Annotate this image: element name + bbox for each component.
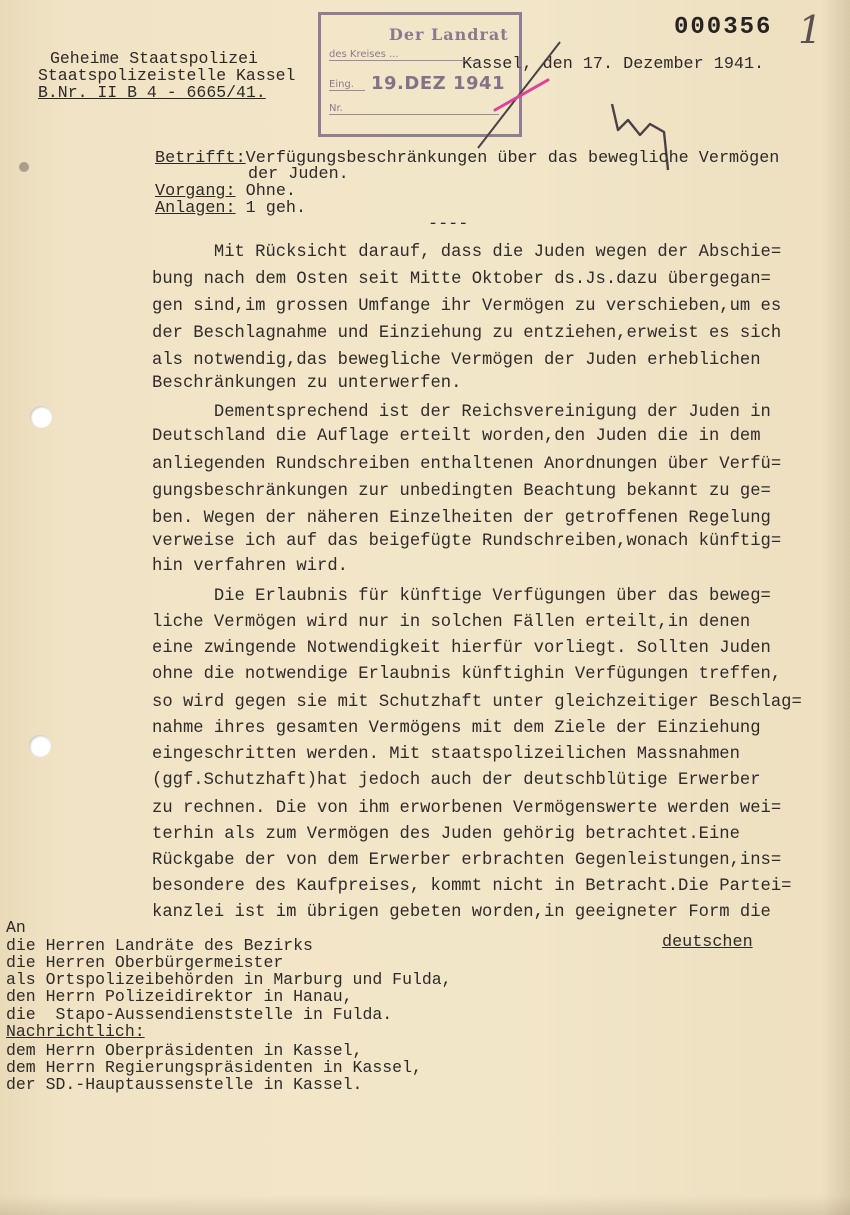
- stamp-date: 19.DEZ 1941: [371, 73, 506, 94]
- subject-text-2: der Juden.: [248, 165, 349, 184]
- body-line: nahme ihres gesamten Vermögens mit dem Ziele der Einziehung: [152, 719, 761, 738]
- body-line: Rückgabe der von dem Erwerber erbrachten Gegenleistungen,ins=: [152, 851, 782, 870]
- body-line: so wird gegen sie mit Schutzhaft unter gleichzeitiger Beschlag=: [152, 693, 802, 712]
- cc-line: der SD.-Hauptaussenstelle in Kassel.: [6, 1075, 363, 1094]
- sender-line-2: Staatspolizeistelle Kassel: [38, 66, 296, 85]
- body-line: (ggf.Schutzhaft)hat jedoch auch der deutschblütige Erwerber: [152, 771, 761, 790]
- place-date: Kassel, den 17. Dezember 1941.: [462, 55, 765, 74]
- reference-prefix: B.Nr. II B 4 -: [38, 83, 187, 102]
- addressee-line: die Stapo-Aussendienststelle in Fulda.: [6, 1005, 393, 1024]
- body-line: eingeschritten werden. Mit staatspolizeilichen Massnahmen: [152, 745, 740, 764]
- body-line: eine zwingende Notwendigkeit hierfür vorliegt. Sollten Juden: [152, 639, 771, 658]
- addressee-line: die Herren Landräte des Bezirks: [6, 936, 313, 955]
- stamp-row-received: Eing.: [329, 79, 365, 91]
- process-value: Ohne.: [235, 182, 297, 201]
- handwritten-page-number: 1: [798, 8, 823, 52]
- process-line: [155, 183, 296, 200]
- stamp-row-district: des Kreises ...: [329, 49, 479, 61]
- pink-pencil-mark: [495, 80, 548, 110]
- body-line: zu rechnen. Die von ihm erworbenen Vermögenswerte werden wei=: [152, 799, 782, 818]
- body-line: bung nach dem Osten seit Mitte Oktober ds.Js.dazu übergegan=: [152, 270, 771, 289]
- addressee-line: den Herrn Polizeidirektor in Hanau,: [6, 987, 353, 1006]
- cc-line: dem Herrn Oberpräsidenten in Kassel,: [6, 1041, 363, 1060]
- body-line: ben. Wegen der näheren Einzelheiten der getroffenen Regelung: [152, 509, 771, 528]
- process-label: Vorgang:: [155, 182, 236, 201]
- divider-dashes: ----: [428, 215, 469, 234]
- body-line: gungsbeschränkungen zur unbedingten Beachtung bekannt zu ge=: [152, 482, 771, 501]
- body-line: Mit Rücksicht darauf, dass die Juden wegen der Abschie=: [152, 243, 782, 262]
- addressee-line: als Ortspolizeibehörden in Marburg und Fulda,: [6, 970, 452, 989]
- body-line: als notwendig,das bewegliche Vermögen der Juden erheblichen: [152, 351, 761, 370]
- body-line: gen sind,im grossen Umfange ihr Vermögen zu verschieben,um es: [152, 297, 782, 316]
- subject-label: Betrifft:: [155, 149, 246, 168]
- cc-label: Nachrichtlich:: [6, 1022, 145, 1041]
- attachments-label: Anlagen:: [155, 199, 236, 218]
- body-line: kanzlei ist im übrigen gebeten worden,in geeigneter Form die: [152, 903, 771, 922]
- document-number: 000356: [674, 14, 773, 41]
- stamp-row-number: Nr.: [329, 103, 499, 115]
- body-line: liche Vermögen wird nur in solchen Fällen erteilt,in denen: [152, 613, 751, 632]
- addressee-line: An: [6, 918, 26, 937]
- sender-line-1: Geheime Staatspolizei: [50, 49, 258, 68]
- reference-number: 6665/41.: [186, 83, 266, 102]
- body-line: ohne die notwendige Erlaubnis künftighin Verfügungen treffen,: [152, 665, 782, 684]
- body-line: der Beschlagnahme und Einziehung zu entziehen,erweist es sich: [152, 324, 782, 343]
- body-line: anliegenden Rundschreiben enthaltenen Anordnungen über Verfü=: [152, 455, 782, 474]
- cc-line: dem Herrn Regierungspräsidenten in Kassel,: [6, 1058, 422, 1077]
- body-line: Dementsprechend ist der Reichsvereinigung der Juden in: [152, 403, 771, 422]
- catchword: deutschen: [662, 933, 753, 952]
- body-line: terhin als zum Vermögen des Juden gehörig betrachtet.Eine: [152, 825, 740, 844]
- stamp-title: Der Landrat: [389, 25, 509, 44]
- attachments-value: 1 geh.: [235, 199, 307, 218]
- attachments-line: [155, 200, 306, 217]
- body-line: hin verfahren wird.: [152, 557, 348, 576]
- addressee-line: die Herren Oberbürgermeister: [6, 953, 284, 972]
- body-line: besondere des Kaufpreises, kommt nicht in Betracht.Die Partei=: [152, 877, 792, 896]
- body-line: Deutschland die Auflage erteilt worden,den Juden die in dem: [152, 427, 761, 446]
- body-line: verweise ich auf das beigefügte Rundschreiben,wonach künftig=: [152, 532, 782, 551]
- body-line: Beschränkungen zu unterwerfen.: [152, 374, 462, 393]
- subject-text-1: Verfügungsbeschränkungen über das bewegliche Vermögen: [245, 149, 780, 168]
- body-line: Die Erlaubnis für künftige Verfügungen über das beweg=: [152, 587, 771, 606]
